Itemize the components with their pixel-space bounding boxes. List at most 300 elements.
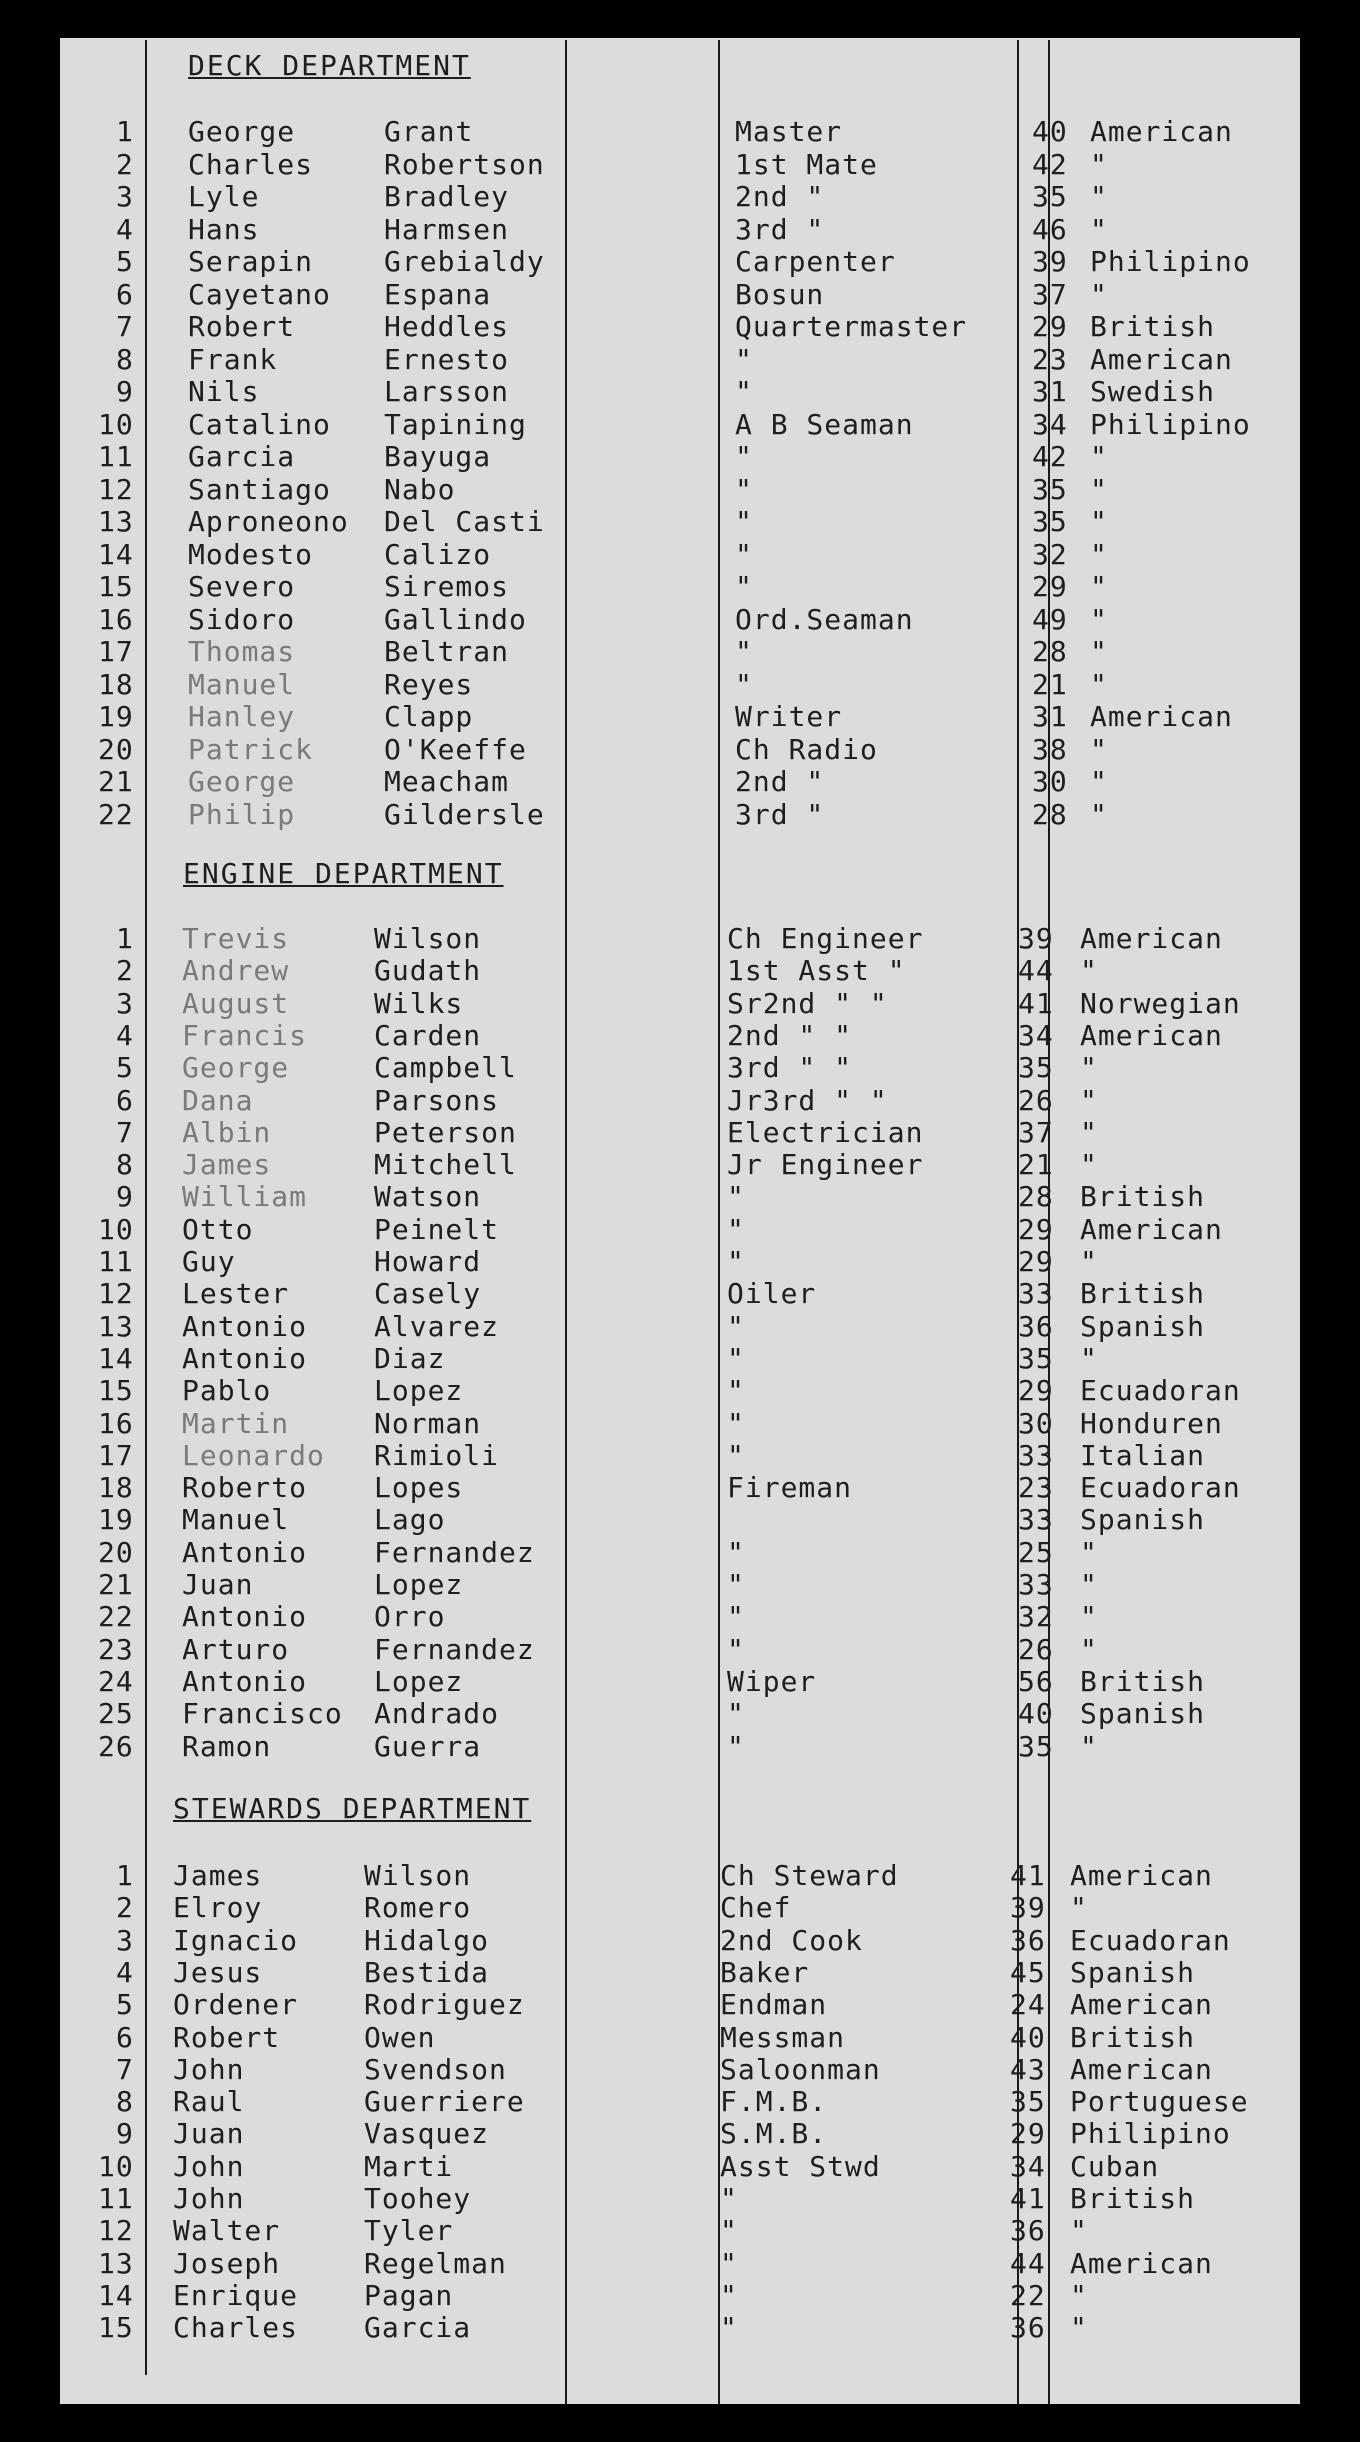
crew-age: 41 — [1018, 987, 1054, 1020]
crew-rating: Quartermaster — [735, 310, 968, 343]
crew-first-name: Leonardo — [182, 1439, 325, 1472]
crew-rating: Asst Stwd — [720, 2150, 881, 2183]
crew-first-name: Elroy — [173, 1891, 263, 1924]
crew-last-name: O'Keeffe — [384, 733, 527, 766]
crew-first-name: William — [182, 1180, 308, 1213]
row-number: 26 — [98, 1730, 134, 1763]
row-number: 6 — [116, 1084, 134, 1117]
crew-rating: Sr2nd " " — [727, 987, 888, 1020]
row-number: 11 — [98, 1245, 134, 1278]
crew-age: 42 — [1032, 148, 1068, 181]
crew-rating: " — [735, 570, 753, 603]
crew-rating: Jr3rd " " — [727, 1084, 888, 1117]
crew-first-name: Otto — [182, 1213, 254, 1246]
crew-last-name: Gildersle — [384, 798, 545, 831]
crew-nationality: " — [1070, 2311, 1088, 2344]
row-number: 24 — [98, 1665, 134, 1698]
crew-last-name: Andrado — [374, 1697, 500, 1730]
crew-last-name: Wilson — [364, 1859, 472, 1892]
crew-rating: " — [727, 1730, 745, 1763]
crew-age: 37 — [1032, 278, 1068, 311]
crew-last-name: Bestida — [364, 1956, 490, 1989]
crew-first-name: Catalino — [188, 408, 331, 441]
crew-last-name: Peinelt — [374, 1213, 500, 1246]
row-number: 16 — [98, 1407, 134, 1440]
crew-first-name: Antonio — [182, 1665, 308, 1698]
crew-first-name: Albin — [182, 1116, 272, 1149]
crew-rating: Writer — [735, 700, 843, 733]
row-number: 3 — [116, 180, 134, 213]
crew-nationality: British — [1080, 1665, 1206, 1698]
crew-rating: A B Seaman — [735, 408, 914, 441]
crew-nationality: " — [1080, 1116, 1098, 1149]
row-number: 8 — [116, 2085, 134, 2118]
section-title: ENGINE DEPARTMENT — [183, 857, 504, 890]
section-title: STEWARDS DEPARTMENT — [173, 1792, 532, 1825]
crew-nationality: " — [1090, 473, 1108, 506]
crew-last-name: Garcia — [364, 2311, 472, 2344]
crew-first-name: Walter — [173, 2214, 281, 2247]
crew-rating: 3rd " " — [727, 1051, 853, 1084]
crew-first-name: Antonio — [182, 1310, 308, 1343]
crew-age: 31 — [1032, 700, 1068, 733]
crew-nationality: " — [1080, 1148, 1098, 1181]
row-number: 15 — [98, 570, 134, 603]
crew-last-name: Lopez — [374, 1568, 464, 1601]
crew-age: 39 — [1010, 1891, 1046, 1924]
crew-last-name: Diaz — [374, 1342, 446, 1375]
crew-nationality: Spanish — [1070, 1956, 1196, 1989]
crew-rating: " — [735, 668, 753, 701]
crew-first-name: James — [182, 1148, 272, 1181]
crew-nationality: American — [1070, 1859, 1213, 1892]
row-number: 11 — [98, 2182, 134, 2215]
row-number: 8 — [116, 343, 134, 376]
crew-first-name: Severo — [188, 570, 296, 603]
crew-nationality: " — [1080, 1051, 1098, 1084]
crew-nationality: " — [1080, 954, 1098, 987]
crew-age: 49 — [1032, 603, 1068, 636]
crew-nationality: " — [1080, 1245, 1098, 1278]
crew-first-name: Aproneono — [188, 505, 349, 538]
crew-last-name: Meacham — [384, 765, 510, 798]
row-number: 13 — [98, 2247, 134, 2280]
crew-nationality: " — [1080, 1633, 1098, 1666]
row-number: 14 — [98, 538, 134, 571]
crew-age: 22 — [1010, 2279, 1046, 2312]
crew-last-name: Howard — [374, 1245, 482, 1278]
crew-last-name: Lopez — [374, 1665, 464, 1698]
crew-last-name: Bayuga — [384, 440, 492, 473]
crew-age: 36 — [1010, 2214, 1046, 2247]
crew-first-name: Roberto — [182, 1471, 308, 1504]
crew-first-name: Arturo — [182, 1633, 290, 1666]
crew-nationality: Portuguese — [1070, 2085, 1249, 2118]
row-number: 5 — [116, 1051, 134, 1084]
crew-nationality: American — [1070, 2053, 1213, 2086]
crew-rating: Bosun — [735, 278, 825, 311]
crew-first-name: Manuel — [182, 1503, 290, 1536]
crew-rating: " — [735, 343, 753, 376]
row-number: 14 — [98, 1342, 134, 1375]
crew-age: 40 — [1032, 115, 1068, 148]
row-number: 16 — [98, 603, 134, 636]
crew-first-name: Serapin — [188, 245, 314, 278]
crew-rating: " — [727, 1407, 745, 1440]
crew-age: 39 — [1032, 245, 1068, 278]
crew-last-name: Fernandez — [374, 1536, 535, 1569]
crew-nationality: Ecuadoran — [1080, 1374, 1241, 1407]
crew-age: 29 — [1010, 2117, 1046, 2150]
crew-last-name: Guerriere — [364, 2085, 525, 2118]
crew-age: 38 — [1032, 733, 1068, 766]
crew-nationality: Swedish — [1090, 375, 1216, 408]
crew-nationality: American — [1090, 343, 1233, 376]
crew-first-name: Charles — [173, 2311, 299, 2344]
row-number: 7 — [116, 310, 134, 343]
row-number: 17 — [98, 1439, 134, 1472]
row-number: 18 — [98, 1471, 134, 1504]
row-number: 13 — [98, 1310, 134, 1343]
row-number: 6 — [116, 2021, 134, 2054]
crew-rating: 2nd Cook — [720, 1924, 863, 1957]
crew-rating: " — [727, 1633, 745, 1666]
crew-rating: Ch Radio — [735, 733, 878, 766]
crew-nationality: Ecuadoran — [1080, 1471, 1241, 1504]
crew-nationality: British — [1090, 310, 1216, 343]
crew-last-name: Orro — [374, 1600, 446, 1633]
crew-last-name: Marti — [364, 2150, 454, 2183]
crew-rating: Ch Steward — [720, 1859, 899, 1892]
crew-nationality: Cuban — [1070, 2150, 1160, 2183]
crew-rating: " — [727, 1568, 745, 1601]
row-number: 15 — [98, 2311, 134, 2344]
crew-age: 33 — [1018, 1568, 1054, 1601]
crew-age: 35 — [1018, 1730, 1054, 1763]
crew-last-name: Alvarez — [374, 1310, 500, 1343]
crew-age: 35 — [1010, 2085, 1046, 2118]
crew-first-name: Francisco — [182, 1697, 343, 1730]
crew-last-name: Regelman — [364, 2247, 507, 2280]
row-number: 15 — [98, 1374, 134, 1407]
row-number: 19 — [98, 700, 134, 733]
crew-last-name: Tyler — [364, 2214, 454, 2247]
crew-first-name: Lyle — [188, 180, 260, 213]
crew-first-name: Manuel — [188, 668, 296, 701]
crew-age: 23 — [1032, 343, 1068, 376]
section-title: DECK DEPARTMENT — [188, 49, 471, 82]
row-number: 9 — [116, 375, 134, 408]
crew-age: 44 — [1018, 954, 1054, 987]
crew-rating: " — [727, 1697, 745, 1730]
crew-age: 30 — [1032, 765, 1068, 798]
crew-first-name: Francis — [182, 1019, 308, 1052]
row-number: 11 — [98, 440, 134, 473]
crew-age: 29 — [1018, 1374, 1054, 1407]
crew-first-name: Lester — [182, 1277, 290, 1310]
crew-last-name: Parsons — [374, 1084, 500, 1117]
crew-age: 40 — [1018, 1697, 1054, 1730]
crew-nationality: Ecuadoran — [1070, 1924, 1231, 1957]
crew-last-name: Harmsen — [384, 213, 510, 246]
crew-nationality: " — [1080, 1568, 1098, 1601]
crew-last-name: Svendson — [364, 2053, 507, 2086]
crew-last-name: Casely — [374, 1277, 482, 1310]
crew-rating: Jr Engineer — [727, 1148, 924, 1181]
crew-first-name: Juan — [182, 1568, 254, 1601]
crew-last-name: Rimioli — [374, 1439, 500, 1472]
crew-rating: " — [720, 2311, 738, 2344]
row-number: 10 — [98, 2150, 134, 2183]
crew-first-name: Antonio — [182, 1600, 308, 1633]
row-number: 21 — [98, 1568, 134, 1601]
crew-last-name: Larsson — [384, 375, 510, 408]
row-number: 25 — [98, 1697, 134, 1730]
row-number: 12 — [98, 473, 134, 506]
crew-nationality: British — [1070, 2021, 1196, 2054]
crew-rating: " — [727, 1374, 745, 1407]
crew-age: 35 — [1032, 180, 1068, 213]
crew-last-name: Guerra — [374, 1730, 482, 1763]
crew-rating: 2nd " — [735, 765, 825, 798]
crew-rating: Chef — [720, 1891, 792, 1924]
crew-last-name: Reyes — [384, 668, 474, 701]
crew-age: 34 — [1032, 408, 1068, 441]
crew-age: 26 — [1018, 1633, 1054, 1666]
crew-first-name: Ordener — [173, 1988, 299, 2021]
crew-last-name: Nabo — [384, 473, 456, 506]
crew-first-name: Antonio — [182, 1342, 308, 1375]
crew-last-name: Campbell — [374, 1051, 517, 1084]
row-number: 12 — [98, 1277, 134, 1310]
crew-rating: Messman — [720, 2021, 846, 2054]
crew-rating: 3rd " — [735, 213, 825, 246]
crew-last-name: Fernandez — [374, 1633, 535, 1666]
crew-first-name: August — [182, 987, 290, 1020]
crew-first-name: Trevis — [182, 922, 290, 955]
crew-age: 41 — [1010, 1859, 1046, 1892]
crew-age: 33 — [1018, 1503, 1054, 1536]
crew-rating: " — [735, 473, 753, 506]
crew-age: 33 — [1018, 1277, 1054, 1310]
crew-first-name: Sidoro — [188, 603, 296, 636]
crew-age: 28 — [1018, 1180, 1054, 1213]
crew-nationality: " — [1090, 733, 1108, 766]
row-number: 19 — [98, 1503, 134, 1536]
crew-age: 21 — [1018, 1148, 1054, 1181]
crew-rating: F.M.B. — [720, 2085, 828, 2118]
crew-rating: " — [735, 440, 753, 473]
crew-age: 37 — [1018, 1116, 1054, 1149]
crew-first-name: Andrew — [182, 954, 290, 987]
crew-nationality: American — [1090, 115, 1233, 148]
crew-rating: Oiler — [727, 1277, 817, 1310]
row-number: 2 — [116, 954, 134, 987]
crew-nationality: " — [1080, 1730, 1098, 1763]
crew-age: 46 — [1032, 213, 1068, 246]
row-number: 14 — [98, 2279, 134, 2312]
crew-last-name: Owen — [364, 2021, 436, 2054]
crew-age: 32 — [1018, 1600, 1054, 1633]
crew-age: 25 — [1018, 1536, 1054, 1569]
crew-first-name: Martin — [182, 1407, 290, 1440]
crew-rating: 3rd " — [735, 798, 825, 831]
crew-first-name: Nils — [188, 375, 260, 408]
crew-first-name: Robert — [188, 310, 296, 343]
crew-last-name: Vasquez — [364, 2117, 490, 2150]
row-number: 3 — [116, 1924, 134, 1957]
crew-first-name: Garcia — [188, 440, 296, 473]
crew-last-name: Peterson — [374, 1116, 517, 1149]
crew-rating: 2nd " — [735, 180, 825, 213]
crew-nationality: " — [1080, 1600, 1098, 1633]
crew-age: 56 — [1018, 1665, 1054, 1698]
crew-last-name: Beltran — [384, 635, 510, 668]
crew-rating: " — [727, 1180, 745, 1213]
crew-last-name: Robertson — [384, 148, 545, 181]
crew-age: 31 — [1032, 375, 1068, 408]
crew-first-name: Ramon — [182, 1730, 272, 1763]
crew-nationality: British — [1070, 2182, 1196, 2215]
crew-rating: Saloonman — [720, 2053, 881, 2086]
crew-age: 29 — [1032, 310, 1068, 343]
row-number: 17 — [98, 635, 134, 668]
crew-rating: " — [727, 1245, 745, 1278]
row-number: 5 — [116, 1988, 134, 2021]
crew-last-name: Heddles — [384, 310, 510, 343]
crew-first-name: James — [173, 1859, 263, 1892]
crew-last-name: Carden — [374, 1019, 482, 1052]
crew-age: 39 — [1018, 922, 1054, 955]
crew-rating: 1st Mate — [735, 148, 878, 181]
crew-nationality: Philipino — [1090, 408, 1251, 441]
crew-rating: " — [727, 1213, 745, 1246]
crew-age: 23 — [1018, 1471, 1054, 1504]
crew-first-name: Ignacio — [173, 1924, 299, 1957]
row-number: 4 — [116, 213, 134, 246]
row-number: 1 — [116, 1859, 134, 1892]
crew-age: 34 — [1010, 2150, 1046, 2183]
crew-age: 35 — [1018, 1342, 1054, 1375]
crew-last-name: Rodriguez — [364, 1988, 525, 2021]
row-number: 9 — [116, 1180, 134, 1213]
crew-last-name: Del Casti — [384, 505, 545, 538]
crew-age: 36 — [1010, 1924, 1046, 1957]
crew-nationality: American — [1080, 1019, 1223, 1052]
crew-rating: " — [720, 2214, 738, 2247]
row-number: 20 — [98, 1536, 134, 1569]
crew-first-name: Dana — [182, 1084, 254, 1117]
row-number: 18 — [98, 668, 134, 701]
crew-first-name: Juan — [173, 2117, 245, 2150]
crew-nationality: " — [1090, 180, 1108, 213]
crew-rating: Carpenter — [735, 245, 896, 278]
crew-nationality: " — [1090, 570, 1108, 603]
crew-nationality: " — [1080, 1084, 1098, 1117]
row-number: 22 — [98, 1600, 134, 1633]
crew-first-name: Frank — [188, 343, 278, 376]
crew-first-name: Jesus — [173, 1956, 263, 1989]
crew-age: 42 — [1032, 440, 1068, 473]
crew-nationality: American — [1080, 1213, 1223, 1246]
crew-nationality: Spanish — [1080, 1310, 1206, 1343]
crew-nationality: Spanish — [1080, 1503, 1206, 1536]
crew-nationality: " — [1090, 635, 1108, 668]
crew-rating: Baker — [720, 1956, 810, 1989]
row-number: 23 — [98, 1633, 134, 1666]
row-number: 21 — [98, 765, 134, 798]
crew-first-name: Guy — [182, 1245, 236, 1278]
crew-nationality: " — [1090, 505, 1108, 538]
crew-first-name: John — [173, 2182, 245, 2215]
crew-age: 21 — [1032, 668, 1068, 701]
crew-first-name: Antonio — [182, 1536, 308, 1569]
crew-last-name: Espana — [384, 278, 492, 311]
crew-first-name: Cayetano — [188, 278, 331, 311]
crew-first-name: Raul — [173, 2085, 245, 2118]
crew-rating: 1st Asst " — [727, 954, 906, 987]
crew-nationality: " — [1090, 440, 1108, 473]
crew-nationality: " — [1090, 603, 1108, 636]
crew-age: 35 — [1018, 1051, 1054, 1084]
crew-age: 28 — [1032, 798, 1068, 831]
crew-first-name: Santiago — [188, 473, 331, 506]
crew-age: 28 — [1032, 635, 1068, 668]
crew-rating: Fireman — [727, 1471, 853, 1504]
crew-last-name: Calizo — [384, 538, 492, 571]
crew-last-name: Grant — [384, 115, 474, 148]
crew-first-name: Hans — [188, 213, 260, 246]
crew-last-name: Lopez — [374, 1374, 464, 1407]
crew-nationality: " — [1070, 2279, 1088, 2312]
crew-last-name: Norman — [374, 1407, 482, 1440]
crew-first-name: Thomas — [188, 635, 296, 668]
crew-nationality: British — [1080, 1180, 1206, 1213]
crew-rating: 2nd " " — [727, 1019, 853, 1052]
crew-age: 32 — [1032, 538, 1068, 571]
crew-age: 34 — [1018, 1019, 1054, 1052]
row-number: 3 — [116, 987, 134, 1020]
crew-last-name: Romero — [364, 1891, 472, 1924]
crew-first-name: Modesto — [188, 538, 314, 571]
crew-last-name: Gudath — [374, 954, 482, 987]
crew-nationality: American — [1090, 700, 1233, 733]
crew-first-name: Patrick — [188, 733, 314, 766]
crew-first-name: Pablo — [182, 1374, 272, 1407]
crew-nationality: Italian — [1080, 1439, 1206, 1472]
crew-first-name: Charles — [188, 148, 314, 181]
crew-nationality: " — [1090, 765, 1108, 798]
crew-rating: " — [720, 2279, 738, 2312]
crew-last-name: Gallindo — [384, 603, 527, 636]
crew-rating: " — [727, 1342, 745, 1375]
crew-age: 44 — [1010, 2247, 1046, 2280]
crew-rating: Electrician — [727, 1116, 924, 1149]
crew-rating: Ch Engineer — [727, 922, 924, 955]
crew-age: 35 — [1032, 505, 1068, 538]
crew-first-name: Hanley — [188, 700, 296, 733]
crew-last-name: Toohey — [364, 2182, 472, 2215]
crew-first-name: Philip — [188, 798, 296, 831]
crew-age: 45 — [1010, 1956, 1046, 1989]
column-rule — [565, 40, 567, 2405]
crew-nationality: Philipino — [1070, 2117, 1231, 2150]
row-number: 5 — [116, 245, 134, 278]
crew-nationality: " — [1070, 2214, 1088, 2247]
crew-first-name: John — [173, 2053, 245, 2086]
crew-rating: " — [727, 1536, 745, 1569]
crew-age: 26 — [1018, 1084, 1054, 1117]
